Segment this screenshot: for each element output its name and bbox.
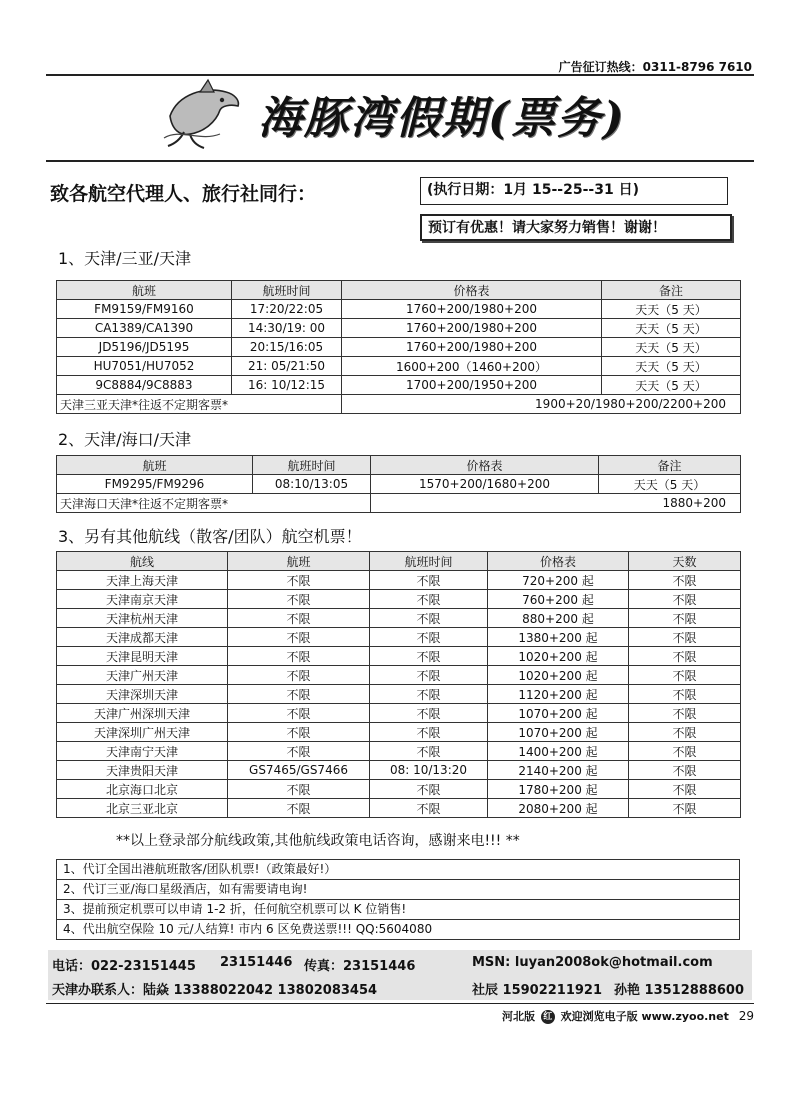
table-row [57, 338, 741, 357]
note-item: 1、代订全国出港航班散客/团队机票!（政策最好!） [57, 860, 739, 880]
table-cell: 不限 [370, 571, 488, 590]
table-row [57, 723, 741, 742]
table-cell: 天津南宁天津 [57, 742, 228, 761]
table-cell: 北京三亚北京 [57, 799, 228, 818]
table-cell: 1570+200/1680+200 [371, 475, 599, 494]
table-cell: 1380+200 起 [488, 628, 629, 647]
table-cell: 08:10/13:05 [253, 475, 371, 494]
table-cell: 08: 10/13:20 [370, 761, 488, 780]
table-cell: 1880+200 [371, 494, 741, 513]
table-cell: 不限 [228, 704, 370, 723]
disclaimer: **以上登录部分航线政策,其他航线政策电话咨询，感谢来电!!! ** [116, 833, 520, 849]
table-cell: JD5196/JD5195 [57, 338, 232, 357]
section3-table [56, 551, 741, 818]
table-cell: 北京海口北京 [57, 780, 228, 799]
table-cell: 1780+200 起 [488, 780, 629, 799]
table-cell: 航线 [57, 552, 228, 571]
table-row [57, 609, 741, 628]
table-cell: HU7051/HU7052 [57, 357, 232, 376]
table-cell: 天津广州天津 [57, 666, 228, 685]
table-row [57, 704, 741, 723]
table-cell: 不限 [370, 609, 488, 628]
table-row [57, 571, 741, 590]
table-cell: 航班时间 [232, 281, 342, 300]
table-cell: 1900+20/1980+200/2200+200 [342, 395, 741, 414]
ad-hotline: 广告征订热线：0311-8796 7610 [558, 60, 752, 74]
table-cell: 航班 [57, 456, 253, 475]
note-item: 2、代订三亚/海口星级酒店，如有需要请电询! [57, 880, 739, 900]
table-cell: 不限 [629, 571, 741, 590]
table-cell: 航班 [57, 281, 232, 300]
table-cell: 备注 [599, 456, 741, 475]
table-cell: 不限 [629, 799, 741, 818]
table-cell: 880+200 起 [488, 609, 629, 628]
table-cell: 不限 [228, 685, 370, 704]
table-cell: 天数 [629, 552, 741, 571]
contact-fax: 传真：23151446 [304, 959, 416, 974]
welcome-text: 欢迎浏览电子版 [560, 1010, 638, 1023]
promo-box: 预订有优惠！请大家努力销售！谢谢！ [420, 214, 732, 241]
table-row [57, 357, 741, 376]
table-cell: 1760+200/1980+200 [342, 300, 602, 319]
table-cell: 航班时间 [370, 552, 488, 571]
table-cell: 不限 [629, 628, 741, 647]
section1-title: 1、天津/三亚/天津 [58, 249, 191, 268]
table-cell: 不限 [629, 723, 741, 742]
table-header-row [57, 281, 741, 300]
table-cell: 不限 [228, 723, 370, 742]
table-row [57, 319, 741, 338]
section1-table [56, 280, 741, 414]
table-row [57, 475, 741, 494]
table-cell: 不限 [370, 628, 488, 647]
table-cell: 天津杭州天津 [57, 609, 228, 628]
effective-date-box: (执行日期：1月 15--25--31 日) [420, 177, 728, 205]
table-cell: 9C8884/9C8883 [57, 376, 232, 395]
table-cell: 天津深圳天津 [57, 685, 228, 704]
table-header-row [57, 456, 741, 475]
contact-phone: 电话：022-23151445 [52, 959, 196, 974]
table-cell: 天天（5 天） [602, 319, 741, 338]
table-row [57, 647, 741, 666]
table-cell: 不限 [228, 666, 370, 685]
table-cell: 不限 [370, 685, 488, 704]
dolphin-logo-icon [160, 76, 246, 150]
table-cell: 不限 [629, 666, 741, 685]
contact-msn: MSN: luyan2008ok@hotmail.com [472, 955, 713, 970]
table-cell: 天津南京天津 [57, 590, 228, 609]
table-cell: 不限 [629, 647, 741, 666]
table-cell: 天天（5 天） [599, 475, 741, 494]
table-cell: 2140+200 起 [488, 761, 629, 780]
table-row [57, 590, 741, 609]
table-cell: 不限 [228, 780, 370, 799]
table-cell: 14:30/19: 00 [232, 319, 342, 338]
edition-label: 河北版 [501, 1010, 535, 1023]
table-cell: 720+200 起 [488, 571, 629, 590]
table-row [57, 376, 741, 395]
table-cell: 1600+200（1460+200） [342, 357, 602, 376]
table-row [57, 666, 741, 685]
table-cell: 1070+200 起 [488, 723, 629, 742]
table-cell: 不限 [629, 590, 741, 609]
table-cell: 1760+200/1980+200 [342, 319, 602, 338]
table-cell: 不限 [370, 590, 488, 609]
table-cell: 不限 [228, 799, 370, 818]
table-cell: 航班 [228, 552, 370, 571]
table-cell: 不限 [228, 628, 370, 647]
table-cell: 1400+200 起 [488, 742, 629, 761]
table-cell: 不限 [370, 704, 488, 723]
table-cell: 天津海口天津*往返不定期客票* [57, 494, 371, 513]
table-cell: 价格表 [488, 552, 629, 571]
table-cell: 2080+200 起 [488, 799, 629, 818]
table-cell: 不限 [629, 704, 741, 723]
table-cell: 不限 [370, 799, 488, 818]
red-badge-icon: 红 [541, 1010, 555, 1024]
table-cell: 不限 [629, 780, 741, 799]
notes-box [56, 859, 740, 940]
table-row [57, 685, 741, 704]
banner-title: 海豚湾假期(票务) [258, 93, 626, 144]
banner-divider [46, 160, 754, 162]
table-cell: 不限 [370, 723, 488, 742]
footer-divider [46, 1003, 754, 1004]
table-cell: 天津三亚天津*往返不定期客票* [57, 395, 342, 414]
page-footer [502, 1008, 754, 1024]
table-footer-row [57, 395, 741, 414]
table-cell: 1070+200 起 [488, 704, 629, 723]
table-cell: FM9295/FM9296 [57, 475, 253, 494]
table-cell: 不限 [370, 666, 488, 685]
table-row [57, 628, 741, 647]
table-cell: 航班时间 [253, 456, 371, 475]
table-row [57, 300, 741, 319]
note-item: 3、提前预定机票可以申请 1-2 折，任何航空机票可以 K 位销售! [57, 900, 739, 920]
table-cell: 不限 [370, 742, 488, 761]
table-cell: 天天（5 天） [602, 300, 741, 319]
table-cell: 价格表 [371, 456, 599, 475]
section2-title: 2、天津/海口/天津 [58, 430, 191, 449]
table-cell: 不限 [228, 647, 370, 666]
page-number: 29 [738, 1009, 754, 1023]
contact-phone-2: 23151446 [220, 955, 293, 970]
table-cell: 价格表 [342, 281, 602, 300]
table-cell: 16: 10/12:15 [232, 376, 342, 395]
table-cell: 17:20/22:05 [232, 300, 342, 319]
table-footer-row [57, 494, 741, 513]
table-cell: 不限 [629, 685, 741, 704]
table-header-row [57, 552, 741, 571]
table-cell: GS7465/GS7466 [228, 761, 370, 780]
table-cell: 天津贵阳天津 [57, 761, 228, 780]
table-cell: 1120+200 起 [488, 685, 629, 704]
table-row [57, 780, 741, 799]
table-cell: 不限 [370, 780, 488, 799]
table-cell: 不限 [228, 590, 370, 609]
table-cell: CA1389/CA1390 [57, 319, 232, 338]
table-cell: 不限 [629, 609, 741, 628]
table-cell: 天津昆明天津 [57, 647, 228, 666]
table-cell: FM9159/FM9160 [57, 300, 232, 319]
contact-president: 社辰 15902211921 [472, 983, 603, 998]
table-row [57, 799, 741, 818]
table-cell: 不限 [629, 761, 741, 780]
table-cell: 1020+200 起 [488, 647, 629, 666]
note-item: 4、代出航空保险 10 元/人结算! 市内 6 区免费送票!!! QQ:5604080 [63, 922, 433, 936]
table-cell: 天天（5 天） [602, 338, 741, 357]
table-cell: 天天（5 天） [602, 357, 741, 376]
table-cell: 不限 [629, 742, 741, 761]
table-cell: 不限 [370, 647, 488, 666]
table-row [57, 761, 741, 780]
table-cell: 天津上海天津 [57, 571, 228, 590]
greeting: 致各航空代理人、旅行社同行： [50, 183, 317, 205]
table-cell: 760+200 起 [488, 590, 629, 609]
table-cell: 不限 [228, 742, 370, 761]
table-cell: 天津广州深圳天津 [57, 704, 228, 723]
table-cell: 天天（5 天） [602, 376, 741, 395]
table-cell: 21: 05/21:50 [232, 357, 342, 376]
contact-panel [48, 950, 752, 1000]
table-cell: 天津深圳广州天津 [57, 723, 228, 742]
table-cell: 不限 [228, 609, 370, 628]
table-cell: 1700+200/1950+200 [342, 376, 602, 395]
section3-title: 3、另有其他航线（散客/团队）航空机票！ [58, 527, 362, 546]
contact-sunyan: 孙艳 13512888600 [614, 983, 745, 998]
site-link[interactable]: www.zyoo.net [641, 1010, 729, 1023]
table-cell: 备注 [602, 281, 741, 300]
table-cell: 1020+200 起 [488, 666, 629, 685]
table-cell: 1760+200/1980+200 [342, 338, 602, 357]
table-cell: 不限 [228, 571, 370, 590]
header-divider [46, 74, 754, 76]
contact-tianjin: 天津办联系人：陆焱 13388022042 13802083454 [52, 983, 378, 998]
table-cell: 天津成都天津 [57, 628, 228, 647]
table-row [57, 742, 741, 761]
table-cell: 20:15/16:05 [232, 338, 342, 357]
section2-table [56, 455, 741, 513]
